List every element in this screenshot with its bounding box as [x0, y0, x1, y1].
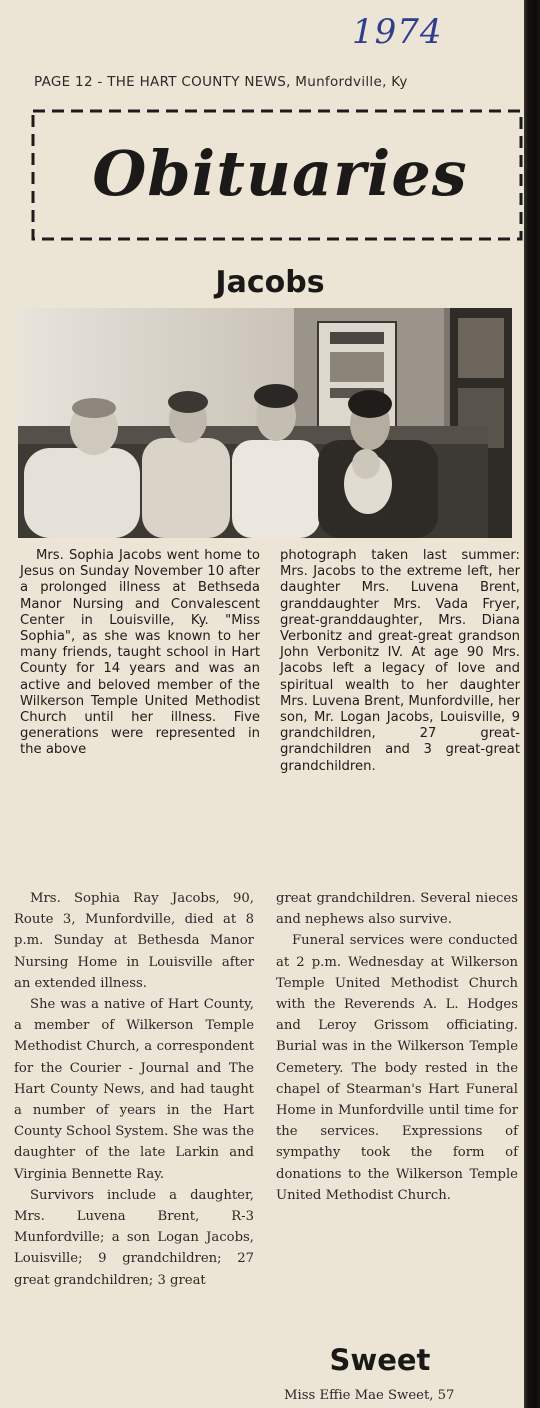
- handwritten-year: 1974: [352, 12, 443, 52]
- article-paragraph: Survivors include a daughter, Mrs. Luvena Brent, R-3 Munfordville; a son Logan Jacobs, Louisville; 9 grandchildren; 27 great grandchildren; 3 great: [14, 1187, 254, 1288]
- article-paragraph: Mrs. Sophia Ray Jacobs, 90, Route 3, Munfordville, died at 8 p.m. Sunday at Bethesda Manor Nursing Home in Louisville after an extended illness.: [14, 891, 254, 991]
- page-header: PAGE 12 - THE HART COUNTY NEWS, Munfordville, Ky: [34, 74, 408, 90]
- obituary-name-jacobs: Jacobs: [215, 265, 325, 300]
- obituary-article-left: [14, 888, 254, 1398]
- obituary-first-line-sweet: Miss Effie Mae Sweet, 57: [284, 1388, 455, 1403]
- article-paragraph: She was a native of Hart County, a member of Wilkerson Temple Methodist Church, a correspondent for the Courier - Journal and The Hart County News, and had taught a number of years in the Hart County School System. She was the daughter of the late Larkin and Virginia Bennette Ray.: [14, 997, 254, 1182]
- obituary-name-sweet: Sweet: [329, 1343, 431, 1377]
- scan-dark-edge: [524, 0, 540, 1408]
- article-paragraph: Funeral services were conducted at 2 p.m. Wednesday at Wilkerson Temple United Methodist Church with the Reverends A. L. Hodges and Leroy Grissom officiating. Burial was in the Wilkerson Temple Cemetery. The body rested in the chapel of Stearman's Hart Funeral Home in Munfordville until time for the services. Expressions of sympathy took the form of donations to the Wilkerson Temple United Methodist Church.: [276, 933, 518, 1203]
- five-generations-photo: [18, 308, 512, 538]
- photo-caption-left: Mrs. Sophia Jacobs went home to Jesus on Sunday November 10 after a prolonged illness at Bethseda Manor Nursing and Convalescent Center in Louisville, Ky. "Miss Sophia", as she was known to her many friends, taught school in Hart County for 14 years and was an active and beloved member of the Wilkerson Temple United Methodist Church until her illness. Five generations were represented in the above: [20, 548, 260, 758]
- article-paragraph: great grandchildren. Several nieces and nephews also survive.: [276, 891, 518, 928]
- section-title: Obituaries: [92, 137, 468, 210]
- obituary-article-right: [276, 888, 518, 1328]
- photo-caption-right: photograph taken last summer: Mrs. Jacobs to the extreme left, her daughter Mrs. Luvena Brent, granddaughter Mrs. Vada Fryer, great-granddaughter, Mrs. Diana Verbonitz and great-great grandson John Verbonitz IV. At age 90 Mrs. Jacobs left a legacy of love and spiritual wealth to her daughter Mrs. Luvena Brent, Munfordville, her son, Mr. Logan Jacobs, Louisville, 9 grandchildren, 27 great-grandchildren and 3 great-great grandchildren.: [280, 548, 520, 774]
